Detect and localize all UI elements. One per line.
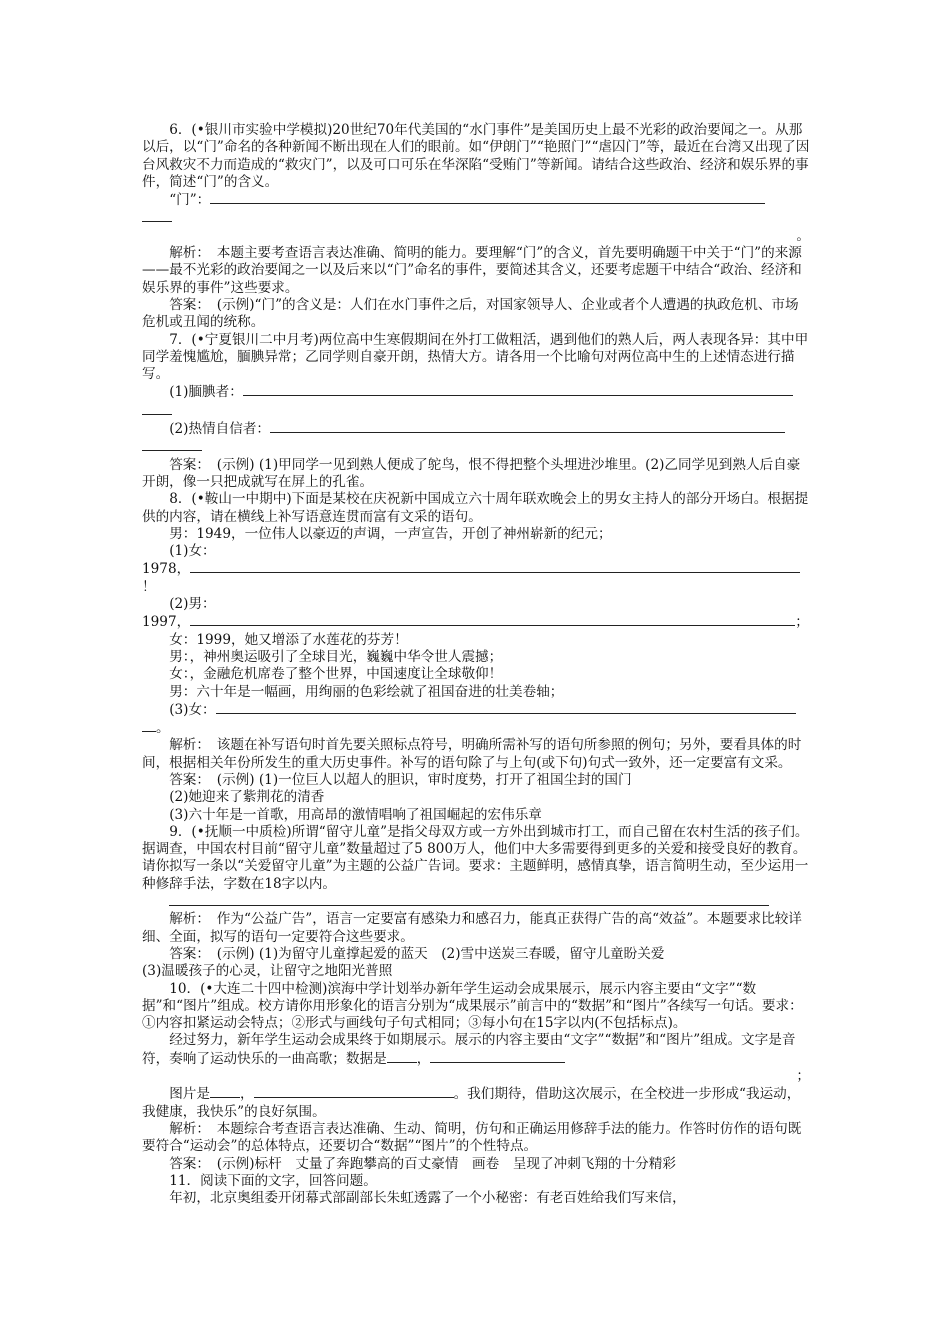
answer-line[interactable] [142, 438, 810, 456]
answer-line[interactable]: 1997， ； [142, 614, 809, 631]
answer-9: 答案： (示例) (1)为留守儿童撑起爱的蓝天 (2)雪中送炭三春暖，留守儿童盼关爱 [169, 945, 665, 962]
answer-9: (3)温暖孩子的心灵，让留守之地阳光普照 [142, 963, 393, 980]
answer-line[interactable] [142, 402, 810, 420]
blank-data-1[interactable] [387, 1050, 417, 1063]
answer-8: 答案： (示例) (1)一位巨人以超人的胆识，审时度势，打开了祖国尘封的国门 [169, 771, 632, 788]
answer-line[interactable]: “门”： [142, 191, 810, 209]
answer-line[interactable] [142, 209, 810, 227]
analysis-6: 解析： 本题主要考查语言表达准确、简明的能力。要理解“门”的含义，首先要明确题干中关于“门”的来源——最不光彩的政治要闻之一以及后来以“门”命名的事件，要简述其含义，还要考虑题干中结合“政治、经济和娱乐界的事件”这些要求。 [142, 245, 802, 296]
answer-10: 答案： (示例)标杆 丈量了奔跑攀高的百丈豪情 画卷 呈现了冲刺飞翔的十分精彩 [169, 1155, 676, 1172]
blank-image-1[interactable] [210, 1085, 240, 1098]
answer-7: 答案： (示例) (1)甲同学一见到熟人便成了鸵鸟，恨不得把整个头埋进沙堆里。(2)乙同学见到熟人后自豪开朗，像一只把成就写在屏上的孔雀。 [142, 456, 801, 490]
passage-10: 经过努力，新年学生运动会成果终于如期展示。展示的内容主要由“文字”“数据”和“图片”组成。文字是音符，奏响了运动快乐的一曲高歌；数据是 ， [142, 1032, 796, 1067]
question-10: 10．(•大连二十四中检测)滨海中学计划举办新年学生运动会成果展示，展示内容主要由“文字”“数据”和“图片”组成。校方请你用形象化的语言分别为“成果展示”前言中的“数据”和“图片”各续写一句话。要求：①内容扣紧运动会特点；②形式与画线句子句式相同；③每小句在15字以内(不包括标点)。 [142, 980, 803, 1032]
answer-8: (3)六十年是一首歌，用高昂的激情唱响了祖国崛起的宏伟乐章 [169, 806, 542, 823]
question-7: 7．(•宁夏银川二中月考)两位高中生寒假期间在外打工做粗活，遇到他们的熟人后，两人表现各异：其中甲同学羞愧尴尬，腼腆异常；乙同学则自豪开朗，热情大方。请各用一个比喻句对两位高中生的上述情态进行描写。 [142, 331, 809, 383]
answer-line[interactable]: 1978，！ [142, 560, 810, 596]
passage-10b: 图片是 ， 。我们期待，借助这次展示，在全校进一步形成“我运动，我健康，我快乐”的良好氛围。 [142, 1086, 801, 1120]
answer-8: (2)她迎来了紫荆花的清香 [169, 789, 325, 806]
dialog-line: 男：，神州奥运吸引了全球目光，巍巍中华令世人震撼； [169, 648, 503, 665]
analysis-8: 解析： 该题在补写语句时首先要关照标点符号，明确所需补写的语句所参照的例句；另外，要看具体的时间，根据相关年份所发生的重大历史事件。补写的语句除了与上句(或下句)句式一致外，还一定要富有文采。 [142, 737, 802, 771]
line-end: ； [796, 1068, 810, 1085]
answer-line[interactable] [142, 893, 810, 911]
question-11: 11．阅读下面的文字，回答问题。 [169, 1172, 377, 1189]
answer-line[interactable]: (1)腼腆者： [142, 383, 810, 401]
dialog-line: 女：，金融危机席卷了整个世界，中国速度让全球敬仰！ [169, 666, 503, 683]
blank-image-2[interactable] [254, 1085, 454, 1098]
answer-line[interactable]: (2)热情自信者： [142, 420, 810, 438]
dialog-line: 女：1999，她又增添了水莲花的芬芳！ [169, 631, 408, 648]
line-end: 。 [796, 227, 810, 244]
document-page [142, 122, 810, 1207]
dialog-line: 男：六十年是一幅画，用绚丽的色彩绘就了祖国奋进的壮美卷轴； [169, 683, 564, 700]
answer-6: 答案： (示例)“门”的含义是：人们在水门事件之后，对国家领导人、企业或者个人遭遇的执政危机、市场危机或丑闻的统称。 [142, 296, 799, 331]
question-6: 6．(•银川市实验中学模拟)20世纪70年代美国的“水门事件”是美国历史上最不光彩的政治要闻之一。从那以后，以“门”命名的各种新闻不断出现在人们的眼前。如“伊朗门”“艳照门”“虐囚门”等，最近在台湾又出现了因台风救灾不力而造成的“救灾门”，以及可口可乐在华深陷“受贿门”等新闻。请结合这些政治、经济和娱乐界的事件，简述“门”的含义。 [142, 122, 810, 190]
question-9: 9．(•抚顺一中质检)所谓“留守儿童”是指父母双方或一方外出到城市打工，而自己留在农村生活的孩子们。据调查，中国农村目前“留守儿童”数量超过了5 800万人，他们中大多需要得到更多的关爱和接受良好的教育。请你拟写一条以“关爱留守儿童”为主题的公益广告词。要求：主题鲜明，感情真挚，语言简明生动，至少运用一种修辞手法，字数在18字以内。 [142, 823, 809, 892]
passage-11: 年初，北京奥组委开闭幕式部副部长朱虹透露了一个小秘密：有老百姓给我们写来信， [169, 1190, 686, 1207]
answer-line[interactable]: 。 [142, 719, 810, 737]
question-8: 8．(•鞍山一中期中)下面是某校在庆祝新中国成立六十周年联欢晚会上的男女主持人的部分开场白。根据提供的内容，请在横线上补写语意连贯而富有文采的语句。 [142, 491, 809, 525]
blank-data-2[interactable] [430, 1050, 565, 1063]
analysis-9: 解析： 作为“公益广告”，语言一定要富有感染力和感召力，能真正获得广告的高“效益”。本题要求比较详细、全面，拟写的语句一定要符合这些要求。 [142, 911, 802, 945]
analysis-10: 解析： 本题综合考查语言表达准确、生动、简明，仿句和正确运用修辞手法的能力。作答时仿作的语句既要符合“运动会”的总体特点，还要切合“数据”“图片”的个性特点。 [142, 1120, 802, 1155]
dialog-line: 男：1949，一位伟人以豪迈的声调，一声宣告，开创了神州崭新的纪元； [169, 525, 612, 542]
dialog-line: (2)男： [169, 596, 216, 613]
answer-line[interactable]: (3)女： [142, 701, 810, 719]
dialog-line: (1)女： [169, 543, 216, 560]
